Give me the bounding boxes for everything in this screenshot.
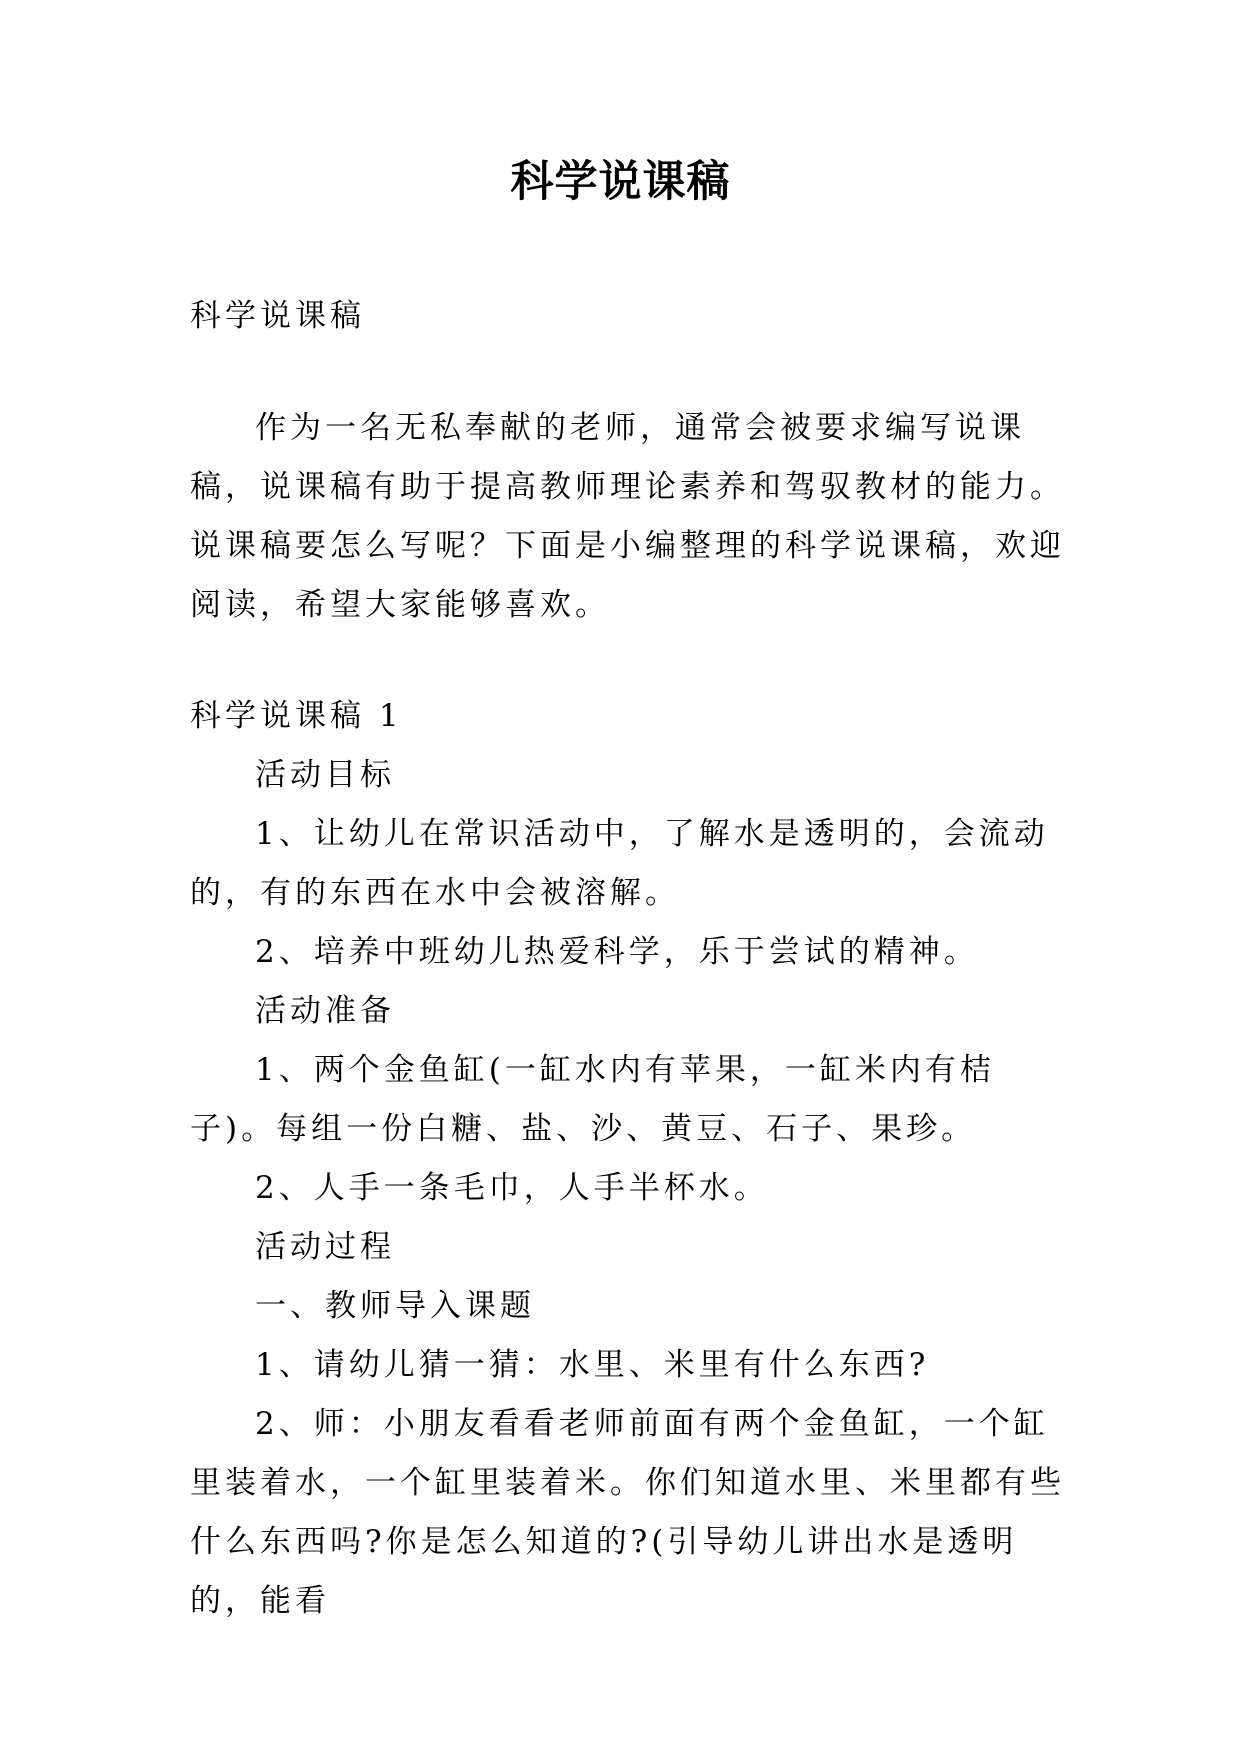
heading-activity-preparation: 活动准备: [255, 993, 395, 1029]
heading-activity-process: 活动过程: [255, 1229, 395, 1265]
intro-paragraph: 作为一名无私奉献的老师，通常会被要求编写说课稿，说课稿有助于提高教师理论素养和驾驭教材的能力。说课稿要怎么写呢？下面是小编整理的科学说课稿，欢迎阅读，希望大家能够喜欢。: [190, 410, 1065, 623]
document-title: 科学说课稿: [510, 157, 731, 207]
paragraph-process-2: 2、师：小朋友看看老师前面有两个金鱼缸，一个缸里装着水，一个缸里装着米。你们知道水里、米里都有些什么东西吗?你是怎么知道的?(引导幼儿讲出水是透明的，能看: [190, 1406, 1065, 1619]
paragraph-goal-2: 2、培养中班幼儿热爱科学，乐于尝试的精神。: [255, 934, 979, 970]
paragraph-preparation-2: 2、人手一条毛巾，人手半杯水。: [255, 1170, 769, 1206]
section-title: 科学说课稿 1: [190, 698, 403, 734]
paragraph-process-1: 1、请幼儿猜一猜：水里、米里有什么东西?: [255, 1347, 930, 1383]
subtitle: 科学说课稿: [190, 298, 365, 334]
heading-teacher-intro: 一、教师导入课题: [255, 1288, 535, 1324]
paragraph-preparation-1: 1、两个金鱼缸(一缸水内有苹果，一缸米内有桔子)。每组一份白糖、盐、沙、黄豆、石子、果珍。: [190, 1052, 995, 1147]
document-body: [190, 287, 1070, 1631]
paragraph-goal-1: 1、让幼儿在常识活动中，了解水是透明的，会流动的，有的东西在水中会被溶解。: [190, 816, 1049, 911]
heading-activity-goals: 活动目标: [255, 757, 395, 793]
